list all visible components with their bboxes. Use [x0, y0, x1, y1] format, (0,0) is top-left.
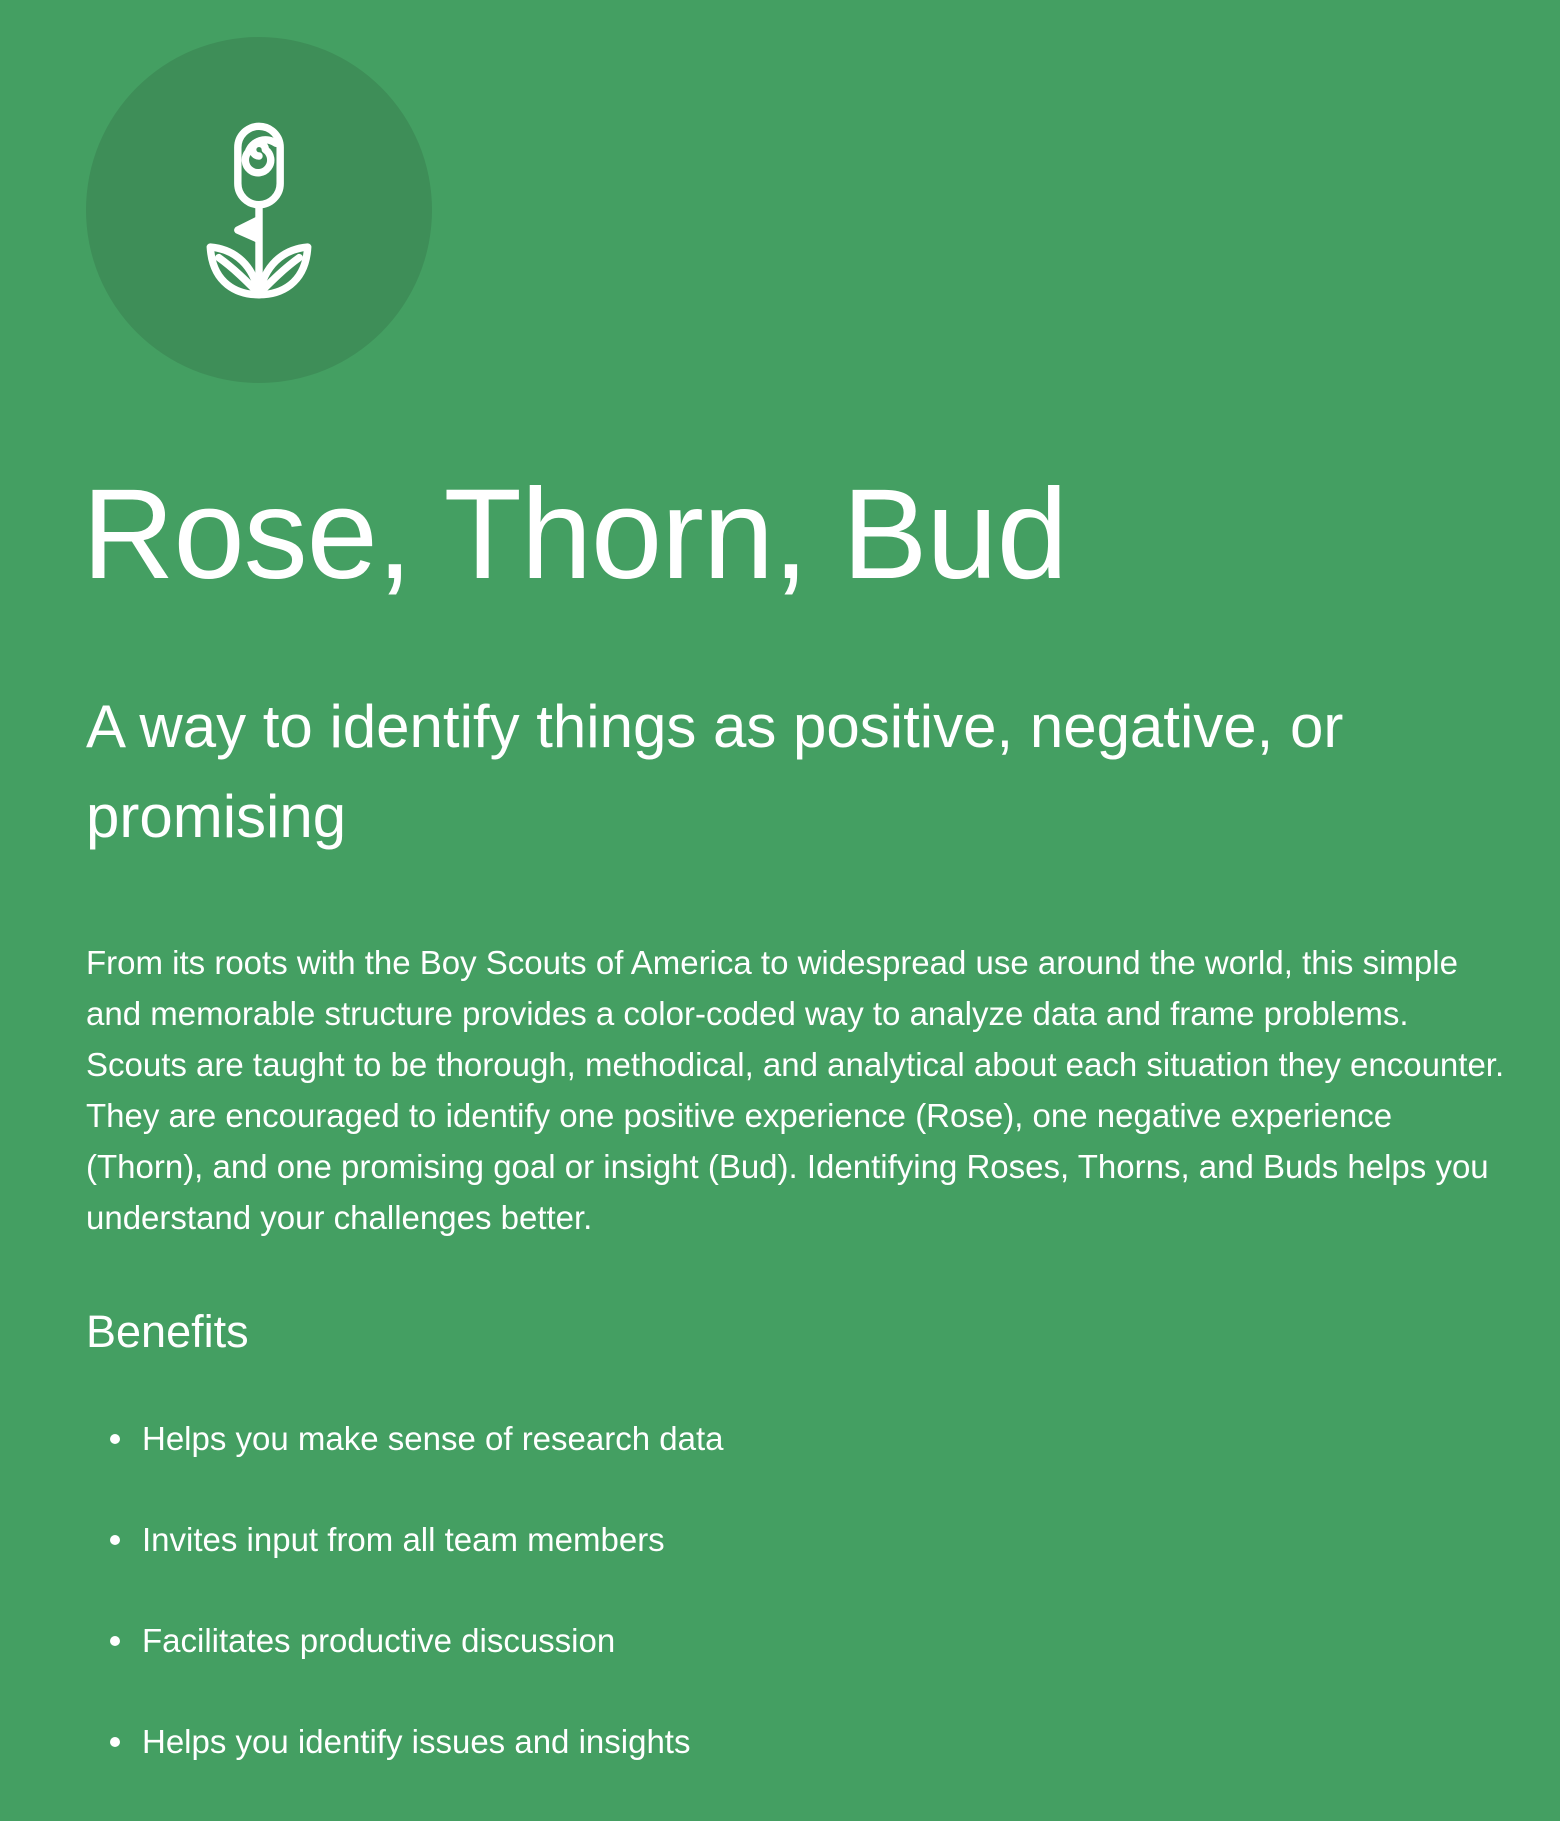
list-item	[86, 1518, 1506, 1562]
icon-badge	[86, 37, 432, 383]
benefit-text: Helps you make sense of research data	[142, 1420, 724, 1458]
bullet-icon	[110, 1636, 120, 1646]
list-item	[86, 1720, 1506, 1764]
benefit-text: Invites input from all team members	[142, 1521, 665, 1559]
benefit-text: Helps you identify issues and insights	[142, 1723, 691, 1761]
bullet-icon	[110, 1535, 120, 1545]
list-item	[86, 1619, 1506, 1663]
benefits-list	[86, 1417, 1506, 1764]
benefits-heading: Benefits	[86, 1306, 249, 1358]
rose-flower-icon	[199, 120, 319, 300]
benefit-text: Facilitates productive discussion	[142, 1622, 616, 1660]
page-content	[82, 37, 1506, 1821]
bullet-icon	[110, 1737, 120, 1747]
bullet-icon	[110, 1434, 120, 1444]
description-paragraph: From its roots with the Boy Scouts of America to widespread use around the world, this simple and memorable structure provides a color-coded way to analyze data and frame problems. Scouts are taught to be thorough, methodical, and analytical about each situation they encounter. They are encouraged to identify one positive experience (Rose), one negative experience (Thorn), and one promising goal or insight (Bud). Identifying Roses, Thorns, and Buds helps you understand your challenges better.	[86, 944, 1505, 1237]
list-item	[86, 1417, 1506, 1461]
page-subtitle: A way to identify things as positive, negative, or promising	[86, 693, 1344, 851]
page-title: Rose, Thorn, Bud	[82, 463, 1067, 606]
